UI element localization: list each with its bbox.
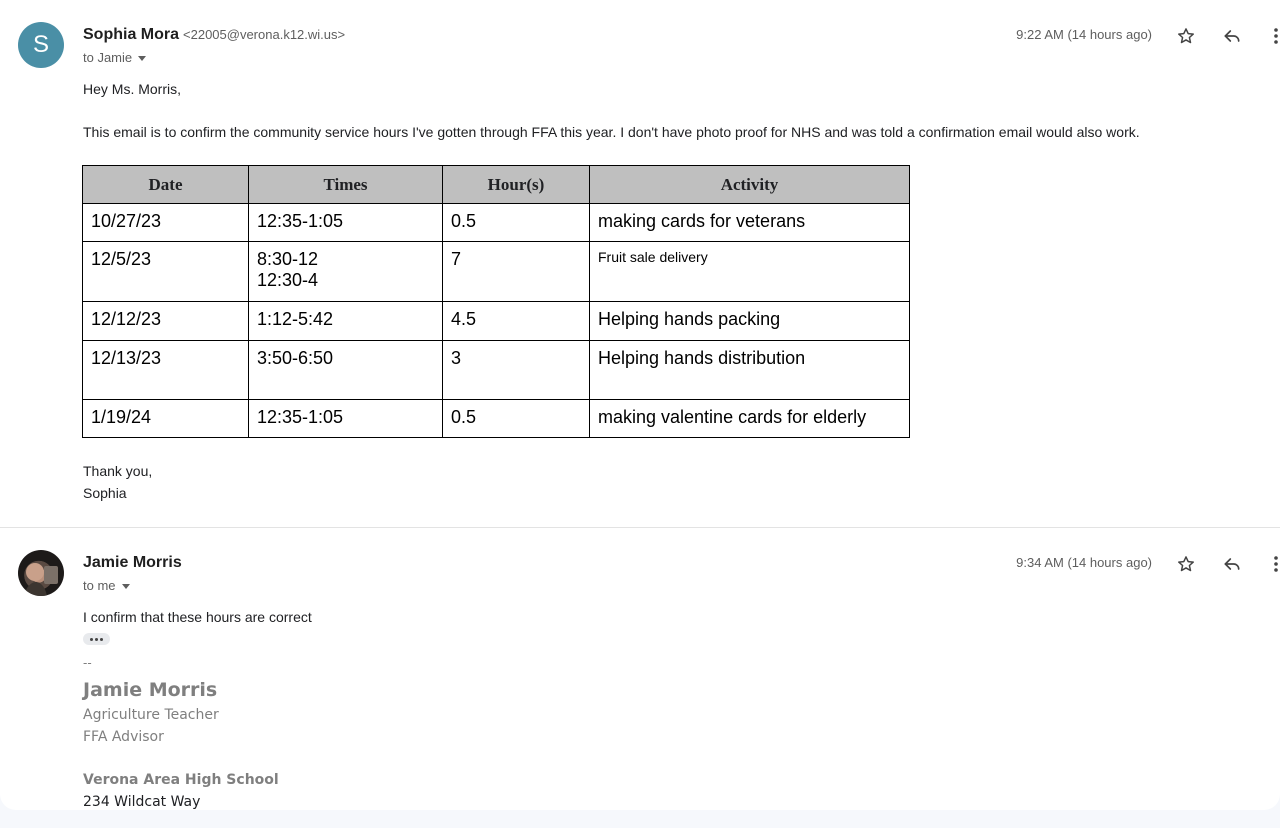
cell-activity: making cards for veterans: [590, 204, 910, 242]
cell-activity: Fruit sale delivery: [590, 242, 910, 302]
signoff: Sophia: [83, 485, 127, 501]
more-vert-icon[interactable]: [1266, 552, 1280, 576]
cell-date: 12/12/23: [83, 302, 249, 341]
cell-hours: 7: [443, 242, 590, 302]
recipients-dropdown[interactable]: [83, 578, 130, 593]
message-time: 9:34 AM (14 hours ago): [1016, 555, 1152, 570]
table-row: [83, 204, 910, 242]
star-icon[interactable]: [1174, 24, 1198, 48]
recipients-label: to me: [83, 578, 116, 593]
cell-activity: Helping hands distribution: [590, 341, 910, 400]
cell-date: 12/5/23: [83, 242, 249, 302]
column-header-times: Times: [249, 166, 443, 204]
signature-title: Agriculture Teacher: [83, 707, 219, 723]
more-vert-icon[interactable]: [1266, 24, 1280, 48]
sender-name[interactable]: Jamie Morris: [83, 554, 182, 571]
table-row: [83, 341, 910, 400]
cell-times: [249, 242, 443, 302]
reply-body: I confirm that these hours are correct: [83, 609, 312, 625]
avatar[interactable]: [18, 550, 64, 596]
cell-activity: making valentine cards for elderly: [590, 400, 910, 438]
column-header-activity: Activity: [590, 166, 910, 204]
table-header-row: [83, 166, 910, 204]
reply-icon[interactable]: [1220, 24, 1244, 48]
time-range: 12:30-4: [257, 270, 319, 290]
reply-icon[interactable]: [1220, 552, 1244, 576]
table-row: [83, 242, 910, 302]
cell-hours: 3: [443, 341, 590, 400]
table-row: [83, 400, 910, 438]
star-icon[interactable]: [1174, 552, 1198, 576]
message-jamie: [0, 528, 1280, 810]
greeting: Hey Ms. Morris,: [83, 81, 181, 97]
sender-name[interactable]: Sophia Mora <22005@verona.k12.wi.us>: [83, 26, 346, 43]
chevron-down-icon: [122, 584, 130, 589]
signature-role: FFA Advisor: [83, 729, 164, 745]
signature-school: Verona Area High School: [83, 772, 279, 788]
hours-table: [82, 165, 910, 438]
cell-hours: 4.5: [443, 302, 590, 341]
show-trimmed-icon[interactable]: [83, 633, 110, 645]
avatar[interactable]: S: [18, 22, 64, 68]
column-header-hours: Hour(s): [443, 166, 590, 204]
signature-address: 234 Wildcat Way: [83, 794, 201, 810]
cell-date: 1/19/24: [83, 400, 249, 438]
column-header-date: Date: [83, 166, 249, 204]
closing: Thank you,: [83, 463, 153, 479]
recipients-dropdown[interactable]: [83, 50, 146, 65]
intro-text: This email is to confirm the community service hours I've gotten through FFA this year. I don't have photo proof for NHS and was told a confirmation email would also work.: [83, 124, 1140, 140]
recipients-label: to Jamie: [83, 50, 133, 65]
cell-hours: 0.5: [443, 400, 590, 438]
table-row: [83, 302, 910, 341]
time-range: 8:30-12: [257, 249, 319, 269]
chevron-down-icon: [138, 56, 146, 61]
cell-date: 10/27/23: [83, 204, 249, 242]
cell-times: 1:12-5:42: [249, 302, 443, 341]
cell-times: 12:35-1:05: [249, 204, 443, 242]
cell-times: 3:50-6:50: [249, 341, 443, 400]
sender-email: <22005@verona.k12.wi.us>: [183, 27, 346, 42]
signature-separator: --: [83, 656, 92, 670]
cell-hours: 0.5: [443, 204, 590, 242]
cell-date: 12/13/23: [83, 341, 249, 400]
cell-times: 12:35-1:05: [249, 400, 443, 438]
message-time: 9:22 AM (14 hours ago): [1016, 27, 1152, 42]
signature-name: Jamie Morris: [83, 679, 218, 701]
cell-activity: Helping hands packing: [590, 302, 910, 341]
